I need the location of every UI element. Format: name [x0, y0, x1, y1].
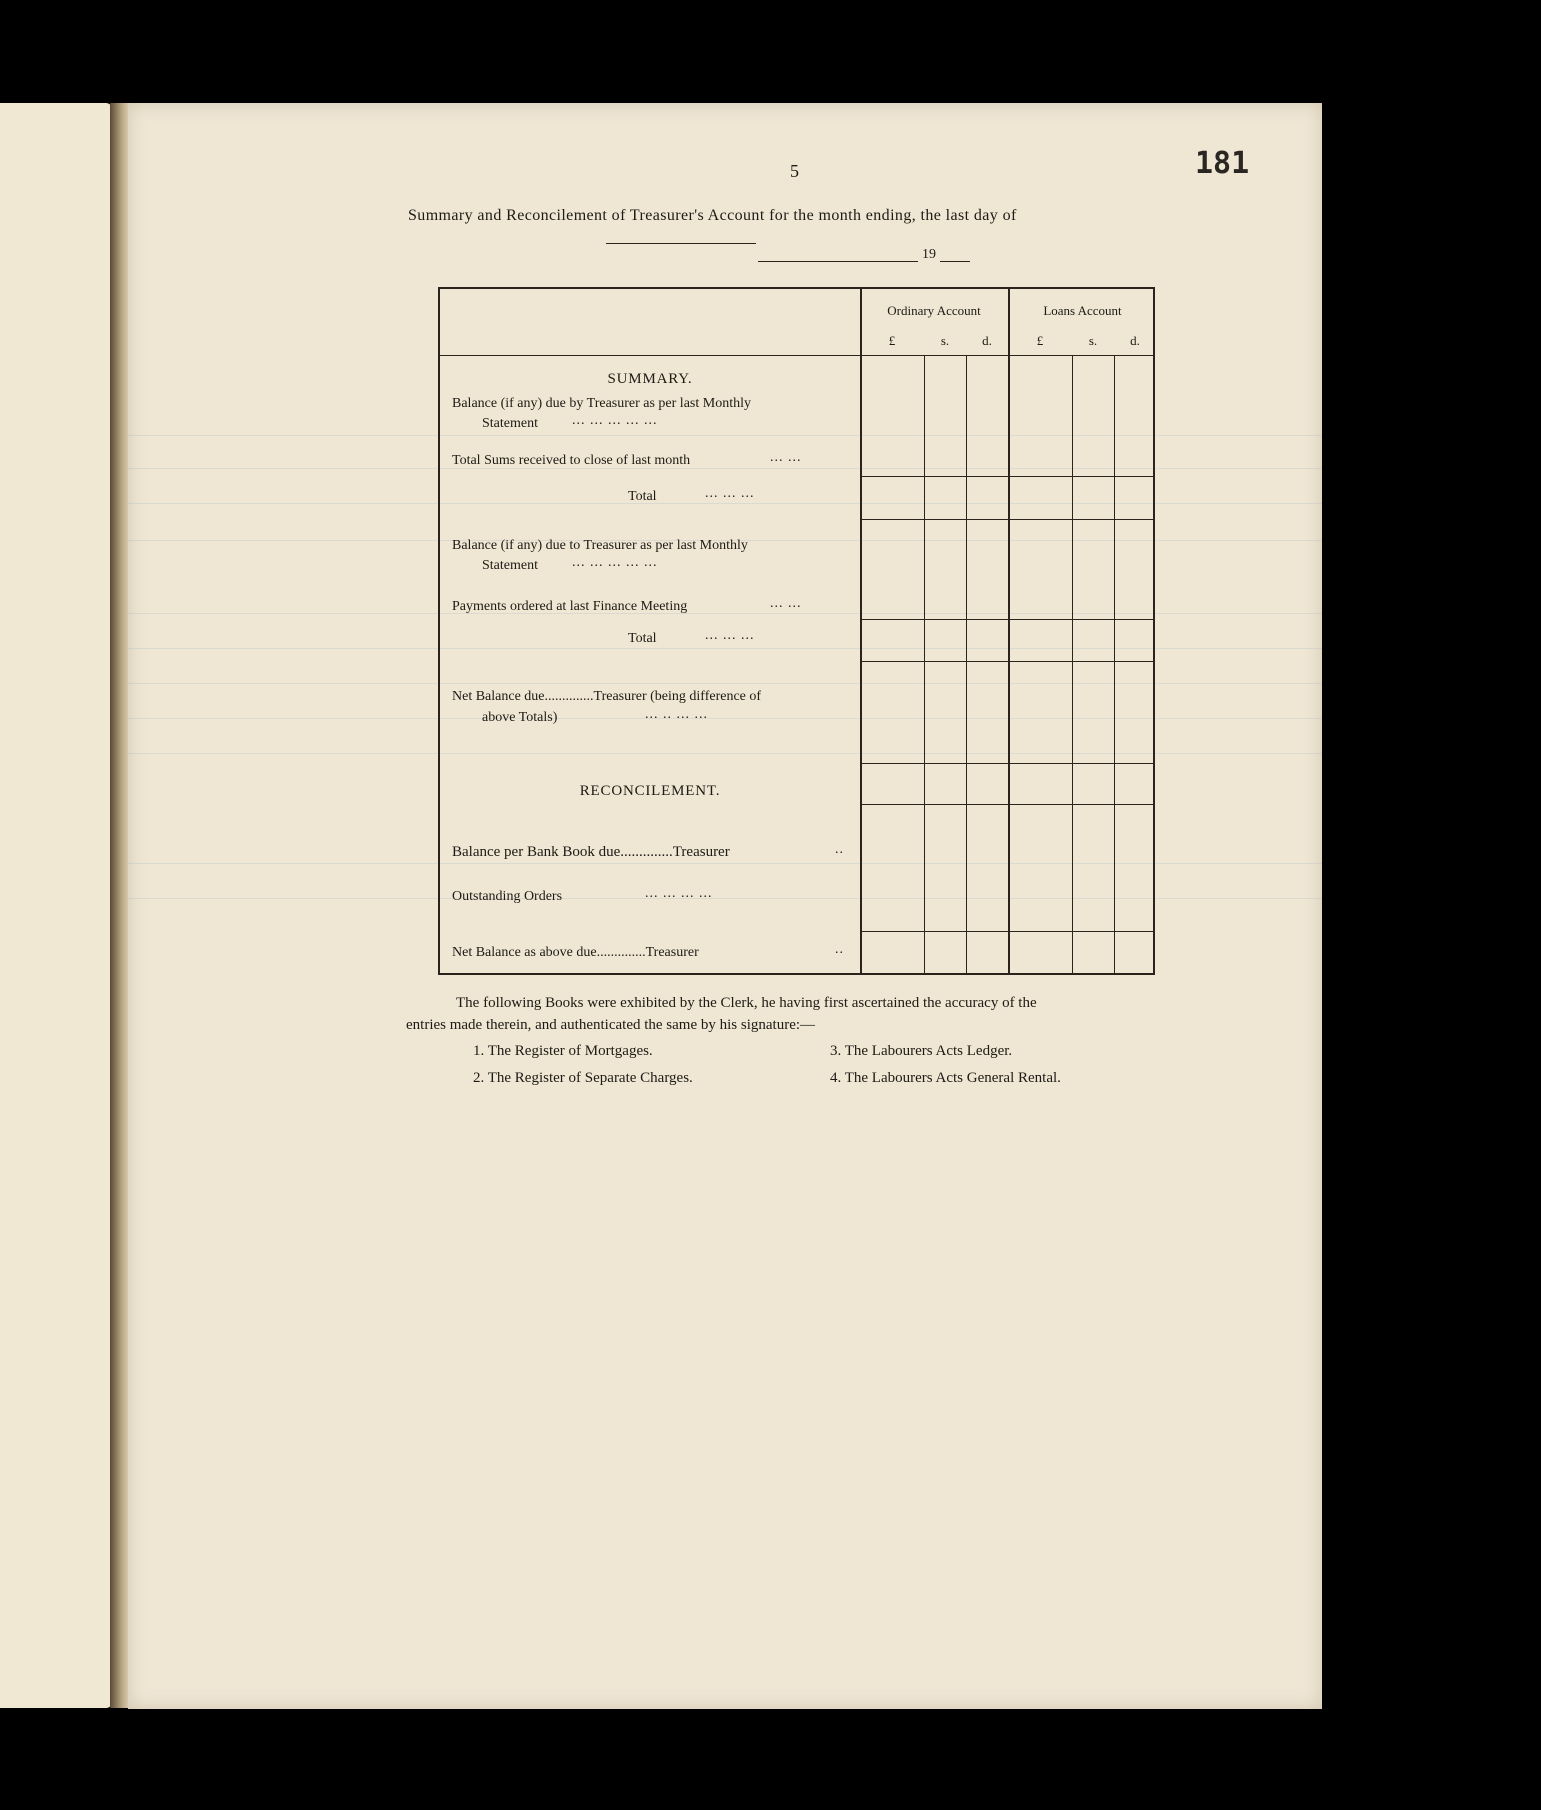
row-rule	[860, 476, 1153, 477]
row-label: Balance per Bank Book due..............Treasurer	[452, 844, 730, 860]
leader-dots: ... ... ... ...	[645, 886, 713, 901]
paragraph-line-2: entries made therein, and authenticated the same by his signature:—	[406, 1017, 816, 1033]
subcol-shillings: s.	[940, 333, 950, 348]
subcol-pounds: £	[1036, 333, 1044, 348]
row-label: Balance (if any) due to Treasurer as per last Monthly	[452, 538, 748, 553]
year-blank-line	[940, 261, 970, 262]
row-rule	[860, 619, 1153, 620]
subcol-pounds: £	[888, 333, 896, 348]
row-label: Total Sums received to close of last month	[452, 453, 691, 468]
row-label: Payments ordered at last Finance Meeting	[452, 599, 688, 614]
total-label: Total	[628, 631, 657, 646]
column-divider	[966, 355, 967, 973]
leader-dots: ... ... ...	[705, 628, 755, 643]
row-rule	[860, 519, 1153, 520]
row-label: Net Balance as above due..............Treasurer	[452, 945, 699, 960]
col-group-loans: Loans Account	[1043, 303, 1122, 318]
leader-dots: ... ... ...	[705, 486, 755, 501]
book-item: 3. The Labourers Acts Ledger.	[830, 1043, 1013, 1059]
date-blank-line-2	[758, 261, 918, 262]
form-heading: Summary and Reconcilement of Treasurer's Account for the month ending, the last day of	[408, 207, 1017, 224]
summary-title: SUMMARY.	[607, 371, 693, 387]
leader-dots: ..	[835, 842, 844, 857]
subcol-shillings: s.	[1088, 333, 1098, 348]
leader-dots: ... ...	[770, 450, 802, 465]
subcol-pence: d.	[1130, 333, 1140, 348]
column-divider	[924, 355, 925, 973]
paragraph-line-1: The following Books were exhibited by the Clerk, he having first ascertained the accuracy of the	[456, 995, 1037, 1011]
column-divider	[860, 289, 862, 973]
year-prefix: 19	[922, 247, 936, 262]
book-item: 1. The Register of Mortgages.	[473, 1043, 653, 1059]
row-label: Outstanding Orders	[452, 889, 563, 904]
book-item: 2. The Register of Separate Charges.	[473, 1070, 693, 1086]
row-label-cont: Statement	[482, 558, 538, 573]
column-divider	[1072, 355, 1073, 973]
col-group-ordinary: Ordinary Account	[887, 303, 981, 318]
ledger-page	[128, 103, 1322, 1709]
book-item: 4. The Labourers Acts General Rental.	[830, 1070, 1061, 1086]
column-divider	[1008, 289, 1010, 973]
header-rule	[440, 355, 1153, 356]
leader-dots: ... ...	[770, 596, 802, 611]
row-label: Balance (if any) due by Treasurer as per last Monthly	[452, 396, 751, 411]
date-blank-line	[606, 243, 756, 244]
row-rule	[860, 931, 1153, 932]
row-label: Net Balance due..............Treasurer (being difference of	[452, 689, 762, 704]
leader-dots: ... ... ... ... ...	[572, 413, 658, 428]
leader-dots: ... .. ... ...	[645, 707, 708, 722]
column-divider	[1114, 355, 1115, 973]
row-rule	[860, 763, 1153, 764]
subcol-pence: d.	[982, 333, 992, 348]
row-label-cont: above Totals)	[482, 710, 558, 725]
leader-dots: ... ... ... ... ...	[572, 555, 658, 570]
row-label-cont: Statement	[482, 416, 538, 431]
account-table	[438, 287, 1155, 975]
left-facing-page	[0, 103, 112, 1708]
reconcilement-title: RECONCILEMENT.	[579, 783, 721, 799]
leader-dots: ..	[835, 942, 844, 957]
page-number: 5	[790, 161, 799, 181]
row-rule	[860, 804, 1153, 805]
row-rule	[860, 661, 1153, 662]
total-label: Total	[628, 489, 657, 504]
folio-number: 181	[1195, 146, 1250, 181]
